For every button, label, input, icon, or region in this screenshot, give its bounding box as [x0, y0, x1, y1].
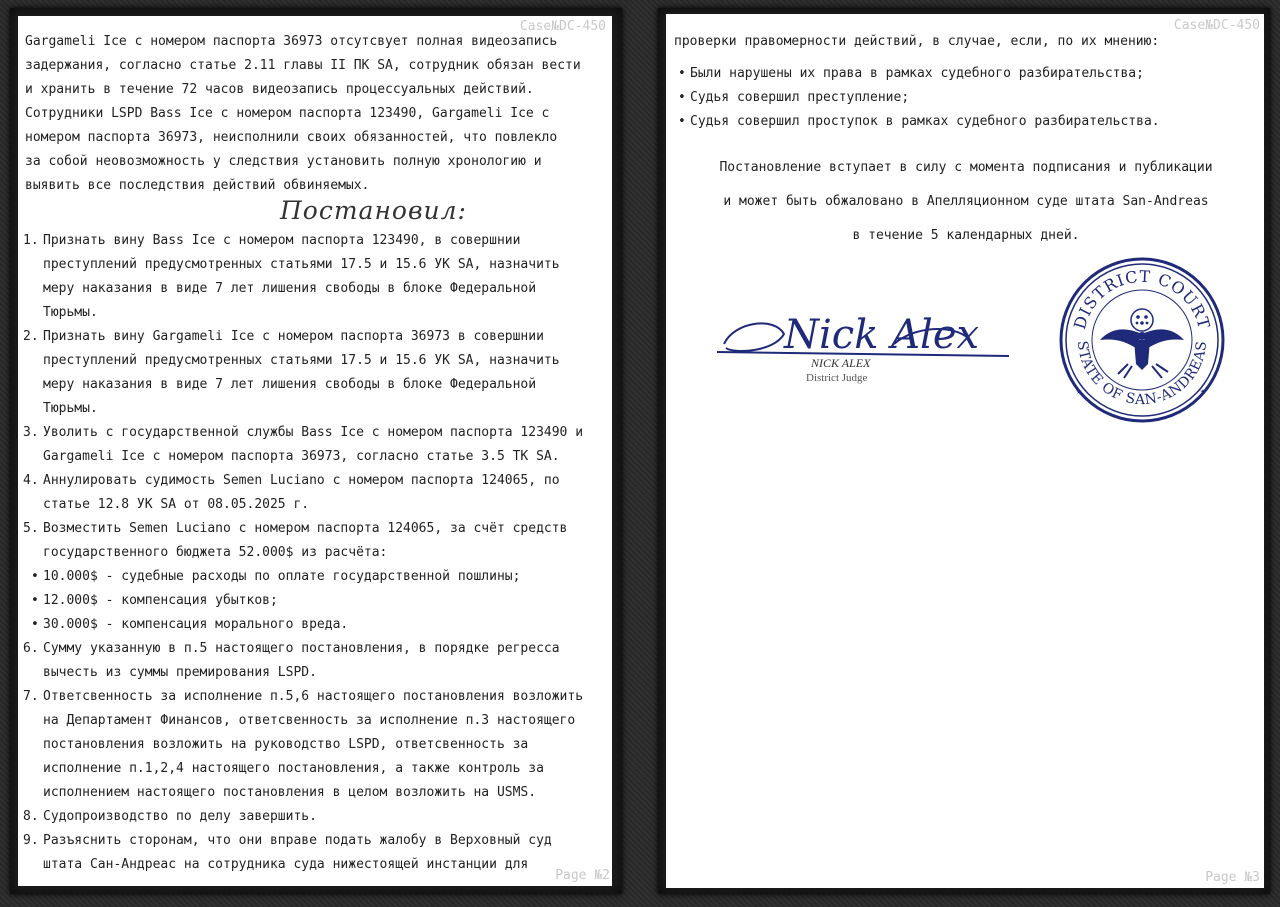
item-line: меру наказания в виде 7 лет лишения свободы в блоке Федеральной [43, 281, 537, 296]
closing-line: в течение 5 календарных дней. [852, 228, 1080, 243]
intro-line: Gargameli Ice с номером паспорта 36973 отсутсвует полная видеозапись [25, 34, 558, 49]
intro-line: выявить все последствия действий обвиняемых. [25, 178, 370, 193]
continuation-line: проверки правомерности действий, в случае, если, по их мнению: [674, 34, 1160, 49]
page-number: Page №3 [1205, 870, 1260, 885]
item-line: меру наказания в виде 7 лет лишения свободы в блоке Федеральной [43, 377, 537, 392]
sub-bullet-line: 30.000$ - компенсация морального вреда. [43, 617, 349, 632]
intro-line: Сотрудники LSPD Bass Ice с номером паспорта 123490, Gargameli Ice с [25, 106, 550, 121]
seal-top-text: DISTRICT COURT [1070, 266, 1214, 332]
item-line: Gargameli Ice с номером паспорта 36973, согласно статье 3.5 ТК SA. [43, 449, 560, 464]
seal-bottom-text: STATE OF SAN-ANDREAS [1073, 340, 1211, 409]
item-line: исполнение п.1,2,4 настоящего постановления, а также контроль за [43, 761, 544, 776]
item-line: постановления возложить на руководство LSPD, ответсвенность за [43, 737, 529, 752]
case-number: Case№DC-450 [1173, 18, 1260, 33]
item-line: на Департамент Финансов, ответсвенность за исполнение п.3 настоящего [43, 713, 576, 728]
item-line: Ответсвенность за исполнение п.5,6 настоящего постановления возложить [43, 689, 584, 704]
heading-postanovil: Постановил: [280, 196, 467, 225]
item-line: статье 12.8 УК SA от 08.05.2025 г. [43, 497, 310, 512]
item-line: Возместить Semen Luciano с номером паспорта 124065, за счёт средств [43, 521, 568, 536]
bullet-dot: • [678, 66, 686, 81]
item-number: 9. [23, 833, 39, 848]
bullet-dot: • [678, 90, 686, 105]
item-line: государственного бюджета 52.000$ из расчёта: [43, 545, 388, 560]
item-number: 1. [23, 233, 39, 248]
judge-signature [714, 304, 1024, 384]
sub-bullet-line: 10.000$ - судебные расходы по оплате государственной пошлины; [43, 569, 521, 584]
bullet-dot: • [678, 114, 686, 129]
item-line: Разъяснить сторонам, что они вправе подать жалобу в Верховный суд [43, 833, 552, 848]
svg-text:★: ★ [1200, 386, 1207, 397]
item-line: Тюрьмы. [43, 305, 98, 320]
district-court-seal [1058, 256, 1226, 424]
page-2 [18, 16, 612, 886]
item-line: преступлений предусмотренных статьями 17.5 и 15.6 УК SA, назначить [43, 257, 560, 272]
item-number: 7. [23, 689, 39, 704]
closing-line: и может быть обжаловано в Апелляционном суде штата San-Andreas [723, 194, 1209, 209]
signature-script: Nick Alex [784, 312, 980, 358]
page-number: Page №2 [555, 868, 610, 883]
item-number: 6. [23, 641, 39, 656]
eagle-icon [1100, 309, 1184, 378]
sub-bullet-line: 12.000$ - компенсация убытков; [43, 593, 278, 608]
item-line: Сумму указанную в п.5 настоящего постановления, в порядке регресса [43, 641, 560, 656]
item-line: преступлений предусмотренных статьями 17.5 и 15.6 УК SA, назначить [43, 353, 560, 368]
svg-text:★: ★ [1076, 386, 1083, 397]
intro-line: номером паспорта 36973, неисполнили своих обязанностей, что повлекло [25, 130, 558, 145]
judge-title: District Judge [806, 372, 868, 384]
item-line: исполнением настоящего постановления в целом возложить на USMS. [43, 785, 537, 800]
item-line: Аннулировать судимость Semen Luciano с номером паспорта 124065, по [43, 473, 560, 488]
item-number: 5. [23, 521, 39, 536]
item-number: 3. [23, 425, 39, 440]
closing-line: Постановление вступает в силу с момента подписания и публикации [719, 160, 1213, 175]
item-line: Признать вину Bass Ice с номером паспорта 123490, в совершнии [43, 233, 521, 248]
item-line: штата Сан-Андреас на сотрудника суда нижестоящей инстанции для [43, 857, 529, 872]
item-number: 4. [23, 473, 39, 488]
item-line: Тюрьмы. [43, 401, 98, 416]
case-number: Case№DC-450 [519, 19, 606, 34]
item-number: 8. [23, 809, 39, 824]
item-line: вычесть из суммы премирования LSPD. [43, 665, 317, 680]
appeal-ground-line: Судья совершил проступок в рамках судебного разбирательства. [690, 114, 1160, 129]
intro-line: и хранить в течение 72 часов видеозапись процессуальных действий. [25, 82, 534, 97]
item-line: Уволить с государственной службы Bass Ice с номером паспорта 123490 и [43, 425, 584, 440]
intro-line: за собой неовозможность у следствия установить полную хронологию и [25, 154, 542, 169]
item-line: Судопроизводство по делу завершить. [43, 809, 317, 824]
judge-name: NICK ALEX [811, 356, 871, 370]
appeal-ground-line: Судья совершил преступление; [690, 90, 910, 105]
item-number: 2. [23, 329, 39, 344]
intro-line: задержания, согласно статье 2.11 главы II ПК SA, сотрудник обязан вести [25, 58, 581, 73]
bullet-dot: • [31, 617, 39, 632]
page-3 [666, 14, 1264, 888]
bullet-dot: • [31, 569, 39, 584]
bullet-dot: • [31, 593, 39, 608]
item-line: Признать вину Gargameli Ice с номером паспорта 36973 в совершнии [43, 329, 544, 344]
appeal-ground-line: Были нарушены их права в рамках судебного разбирательства; [690, 66, 1144, 81]
